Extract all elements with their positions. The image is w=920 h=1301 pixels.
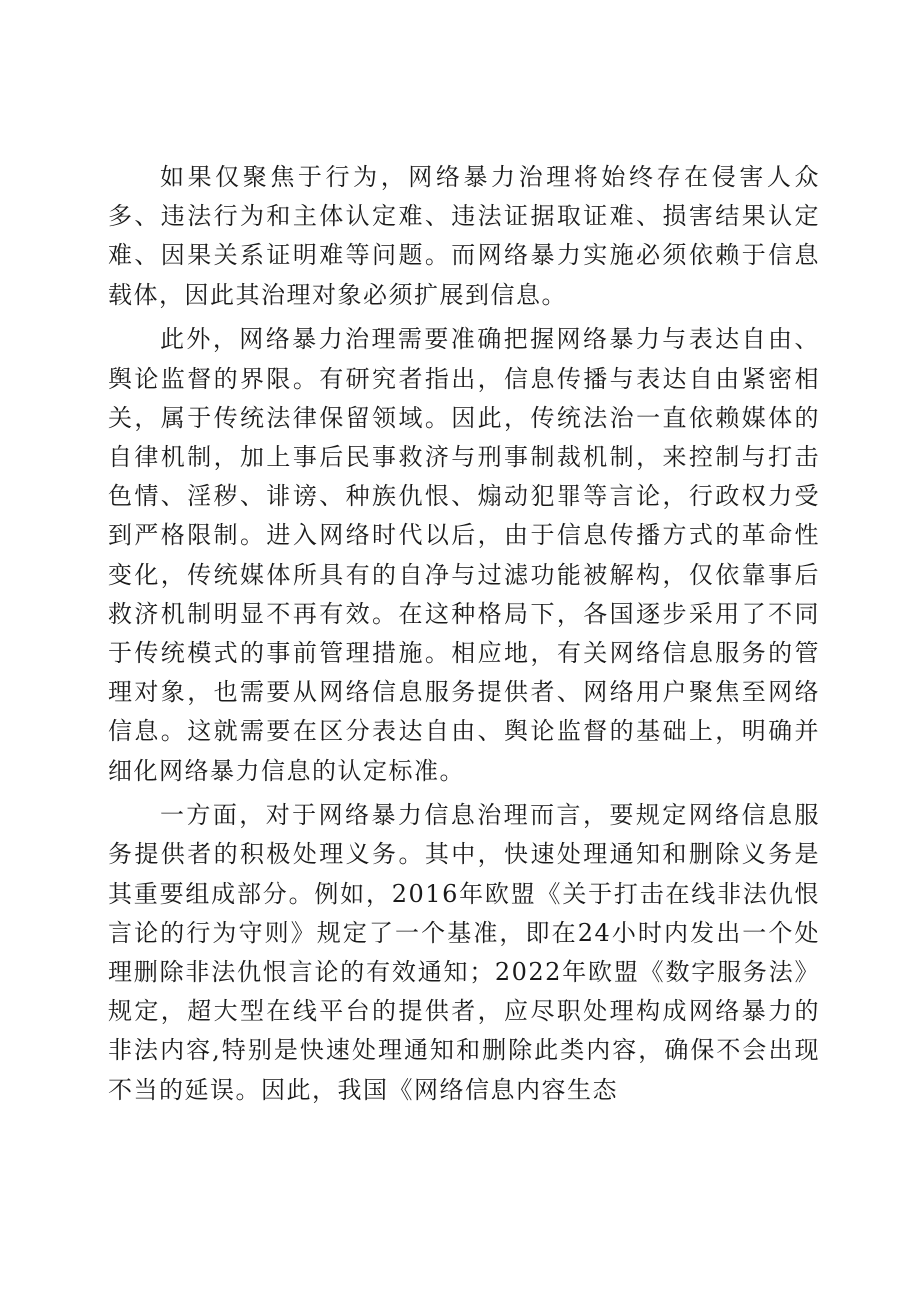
paragraph-3: 一方面，对于网络暴力信息治理而言，要规定网络信息服务提供者的积极处理义务。其中，快速处理通知和删除义务是其重要组成部分。例如，2016年欧盟《关于打击在线非法仇恨言论的行为守则》规定了一个基准，即在24小时内发出一个处理删除非法仇恨言论的有效通知；2022年欧盟《数字服务法》规定，超大型在线平台的提供者，应尽职处理构成网络暴力的非法内容,特别是快速处理通知和删除此类内容，确保不会出现不当的延误。因此，我国《网络信息内容生态 (108, 801, 820, 1104)
paragraph-2: 此外，网络暴力治理需要准确把握网络暴力与表达自由、舆论监督的界限。有研究者指出，信息传播与表达自由紧密相关，属于传统法律保留领域。因此，传统法治一直依赖媒体的自律机制，加上事后民事救济与刑事制裁机制，来控制与打击色情、淫秽、诽谤、种族仇恨、煽动犯罪等言论，行政权力受到严格限制。进入网络时代以后，由于信息传播方式的革命性变化，传统媒体所具有的自净与过滤功能被解构，仅依靠事后救济机制明显不再有效。在这种格局下，各国逐步采用了不同于传统模式的事前管理措施。相应地，有关网络信息服务的管理对象，也需要从网络信息服务提供者、网络用户聚焦至网络信息。这就需要在区分表达自由、舆论监督的基础上，明确并细化网络暴力信息的认定标准。 (108, 325, 820, 785)
document-body (108, 158, 820, 1115)
paragraph-1: 如果仅聚焦于行为，网络暴力治理将始终存在侵害人众多、违法行为和主体认定难、违法证据取证难、损害结果认定难、因果关系证明难等问题。而网络暴力实施必须依赖于信息载体，因此其治理对象必须扩展到信息。 (108, 163, 820, 309)
